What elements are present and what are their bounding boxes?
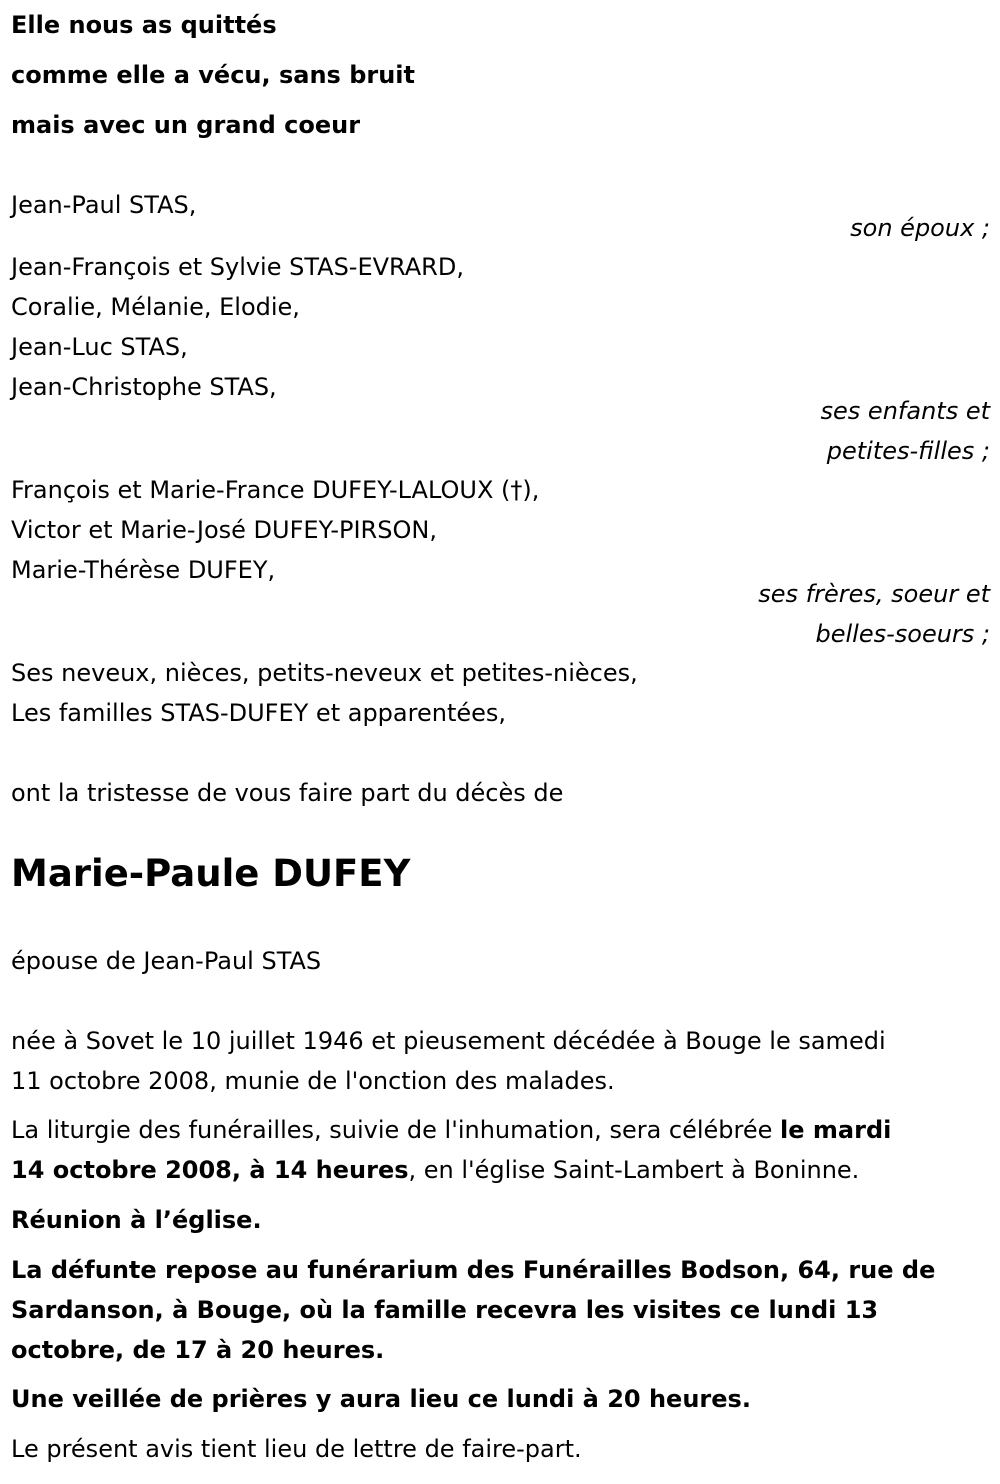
birth-death-line-2: 11 octobre 2008, munie de l'onction des malades. [11, 1067, 615, 1095]
children-relation-1: ses enfants et [820, 397, 990, 425]
children-relation-2: petites-filles ; [826, 437, 990, 465]
funeral-text-plain-2: , en l'église Saint-Lambert à Boninne. [408, 1156, 860, 1184]
funeral-text-plain-1: La liturgie des funérailles, suivie de l'inhumation, sera célébrée [11, 1116, 781, 1144]
sibling-name-1: François et Marie-France DUFEY-LALOUX (†), [11, 476, 540, 504]
child-name-4: Jean-Christophe STAS, [11, 373, 277, 401]
sibling-name-3: Marie-Thérèse DUFEY, [11, 556, 276, 584]
closing-line: Le présent avis tient lieu de lettre de faire-part. [11, 1435, 582, 1463]
funeral-text-bold-1: le mardi [780, 1116, 892, 1144]
funeral-text-bold-2: 14 octobre 2008, à 14 heures [11, 1156, 409, 1184]
others-line-1: Ses neveux, nièces, petits-neveux et petites-nièces, [11, 659, 638, 687]
deceased-name: Marie-Paule DUFEY [11, 852, 411, 895]
spouse-name: Jean-Paul STAS, [11, 191, 197, 219]
epigraph-line-1: Elle nous as quittés [11, 11, 277, 39]
funeral-line-1 [11, 1115, 891, 1145]
vigil-line: Une veillée de prières y aura lieu ce lundi à 20 heures. [11, 1385, 751, 1413]
meeting-line: Réunion à l’église. [11, 1206, 262, 1234]
others-line-2: Les familles STAS-DUFEY et apparentées, [11, 699, 507, 727]
funerarium-line-1: La défunte repose au funérarium des Funérailles Bodson, 64, rue de [11, 1256, 936, 1284]
siblings-relation-1: ses frères, soeur et [758, 580, 990, 608]
child-name-2: Coralie, Mélanie, Elodie, [11, 293, 300, 321]
sibling-name-2: Victor et Marie-José DUFEY-PIRSON, [11, 516, 437, 544]
deceased-spouse: épouse de Jean-Paul STAS [11, 947, 322, 975]
epigraph-line-2: comme elle a vécu, sans bruit [11, 61, 415, 89]
funeral-line-2 [11, 1155, 859, 1185]
announcement: ont la tristesse de vous faire part du décès de [11, 779, 564, 807]
birth-death-line-1: née à Sovet le 10 juillet 1946 et pieusement décédée à Bouge le samedi [11, 1027, 886, 1055]
funerarium-line-2: Sardanson, à Bouge, où la famille recevra les visites ce lundi 13 [11, 1296, 879, 1324]
siblings-relation-2: belles-soeurs ; [815, 620, 990, 648]
child-name-3: Jean-Luc STAS, [11, 333, 188, 361]
epigraph-line-3: mais avec un grand coeur [11, 111, 361, 139]
child-name-1: Jean-François et Sylvie STAS-EVRARD, [11, 253, 464, 281]
spouse-relation: son époux ; [850, 214, 990, 242]
funerarium-line-3: octobre, de 17 à 20 heures. [11, 1336, 385, 1364]
